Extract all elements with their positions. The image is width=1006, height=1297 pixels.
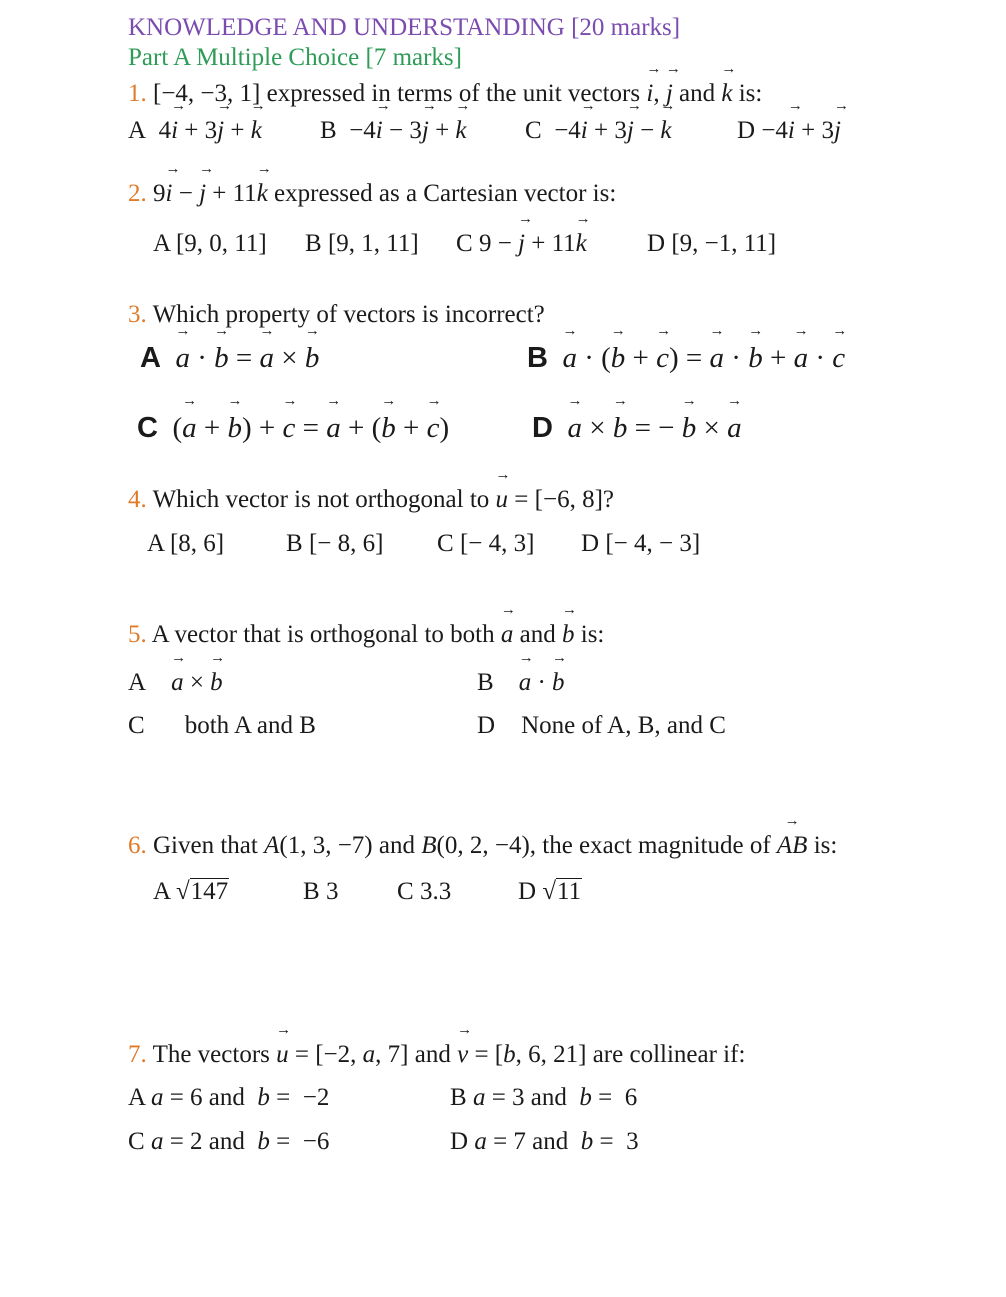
question-number: 6. bbox=[128, 832, 147, 859]
question-4 bbox=[128, 485, 614, 515]
option-5a[interactable]: A a → × b → bbox=[128, 668, 223, 698]
question-text: 9i → − j → + 11k → expressed as a Cartesian vector is: bbox=[153, 180, 616, 207]
option-2a[interactable]: A [9, 0, 11] bbox=[153, 230, 267, 257]
question-number: 1. bbox=[128, 80, 147, 107]
option-5c[interactable]: C both A and B bbox=[128, 712, 316, 739]
option-7d[interactable]: D a = 7 and b = 3 bbox=[450, 1128, 639, 1155]
option-2b[interactable]: B [9, 1, 11] bbox=[305, 230, 419, 257]
question-2 bbox=[128, 179, 616, 209]
option-5d[interactable]: D None of A, B, and C bbox=[477, 712, 726, 739]
option-6b[interactable]: B 3 bbox=[303, 878, 339, 905]
option-7a[interactable]: A a = 6 and b = −2 bbox=[128, 1084, 330, 1111]
option-1a[interactable]: A 4i → + 3j → + k → bbox=[128, 116, 262, 146]
question-text: [−4, −3, 1] expressed in terms of the unit vectors i →, j → and k → is: bbox=[153, 80, 762, 107]
option-1c[interactable]: C −4i → + 3j → − k → bbox=[525, 116, 672, 146]
question-number: 3. bbox=[128, 301, 147, 328]
option-4c[interactable]: C [− 4, 3] bbox=[437, 530, 535, 557]
question-6 bbox=[128, 831, 837, 861]
section-title: KNOWLEDGE AND UNDERSTANDING [20 marks] bbox=[128, 14, 681, 41]
question-7 bbox=[128, 1040, 745, 1070]
question-text: The vectors u → = [−2, a, 7] and v → = [b, 6, 21] are collinear if: bbox=[153, 1041, 746, 1068]
option-3a[interactable]: A a → · b → = a → × b → bbox=[140, 341, 319, 375]
option-7c[interactable]: C a = 2 and b = −6 bbox=[128, 1128, 330, 1155]
option-4a[interactable]: A [8, 6] bbox=[147, 530, 225, 557]
option-3c[interactable]: C (a → + b →) + c → = a → + (b → + c →) bbox=[137, 411, 449, 445]
question-text: Which property of vectors is incorrect? bbox=[152, 301, 545, 328]
option-3d[interactable]: D a → × b → = − b → × a → bbox=[532, 411, 742, 445]
question-number: 2. bbox=[128, 180, 147, 207]
option-6a[interactable]: A √147 bbox=[153, 878, 229, 905]
option-4d[interactable]: D [− 4, − 3] bbox=[581, 530, 701, 557]
question-number: 5. bbox=[128, 621, 147, 648]
option-7b[interactable]: B a = 3 and b = 6 bbox=[450, 1084, 638, 1111]
question-text: Given that A(1, 3, −7) and B(0, 2, −4), the exact magnitude of AB → is: bbox=[153, 832, 837, 859]
question-number: 4. bbox=[128, 486, 147, 513]
option-1b[interactable]: B −4i → − 3j → + k → bbox=[320, 116, 467, 146]
option-2d[interactable]: D [9, −1, 11] bbox=[647, 230, 777, 257]
question-text: A vector that is orthogonal to both a → and b → is: bbox=[152, 621, 605, 648]
option-5b[interactable]: B a → · b → bbox=[477, 668, 565, 698]
option-6d[interactable]: D √11 bbox=[518, 878, 582, 905]
question-number: 7. bbox=[128, 1041, 147, 1068]
part-title: Part A Multiple Choice [7 marks] bbox=[128, 44, 462, 71]
option-1d[interactable]: D −4i → + 3j → bbox=[737, 116, 841, 146]
question-5 bbox=[128, 620, 604, 650]
question-text: Which vector is not orthogonal to u → = [−6, 8]? bbox=[153, 486, 614, 513]
option-2c[interactable]: C 9 − j → + 11k → bbox=[456, 229, 587, 259]
option-6c[interactable]: C 3.3 bbox=[397, 878, 452, 905]
option-4b[interactable]: B [− 8, 6] bbox=[286, 530, 384, 557]
option-3b[interactable]: B a → · (b → + c →) = a → · b → + a → · c → bbox=[527, 341, 845, 375]
question-3 bbox=[128, 300, 545, 330]
